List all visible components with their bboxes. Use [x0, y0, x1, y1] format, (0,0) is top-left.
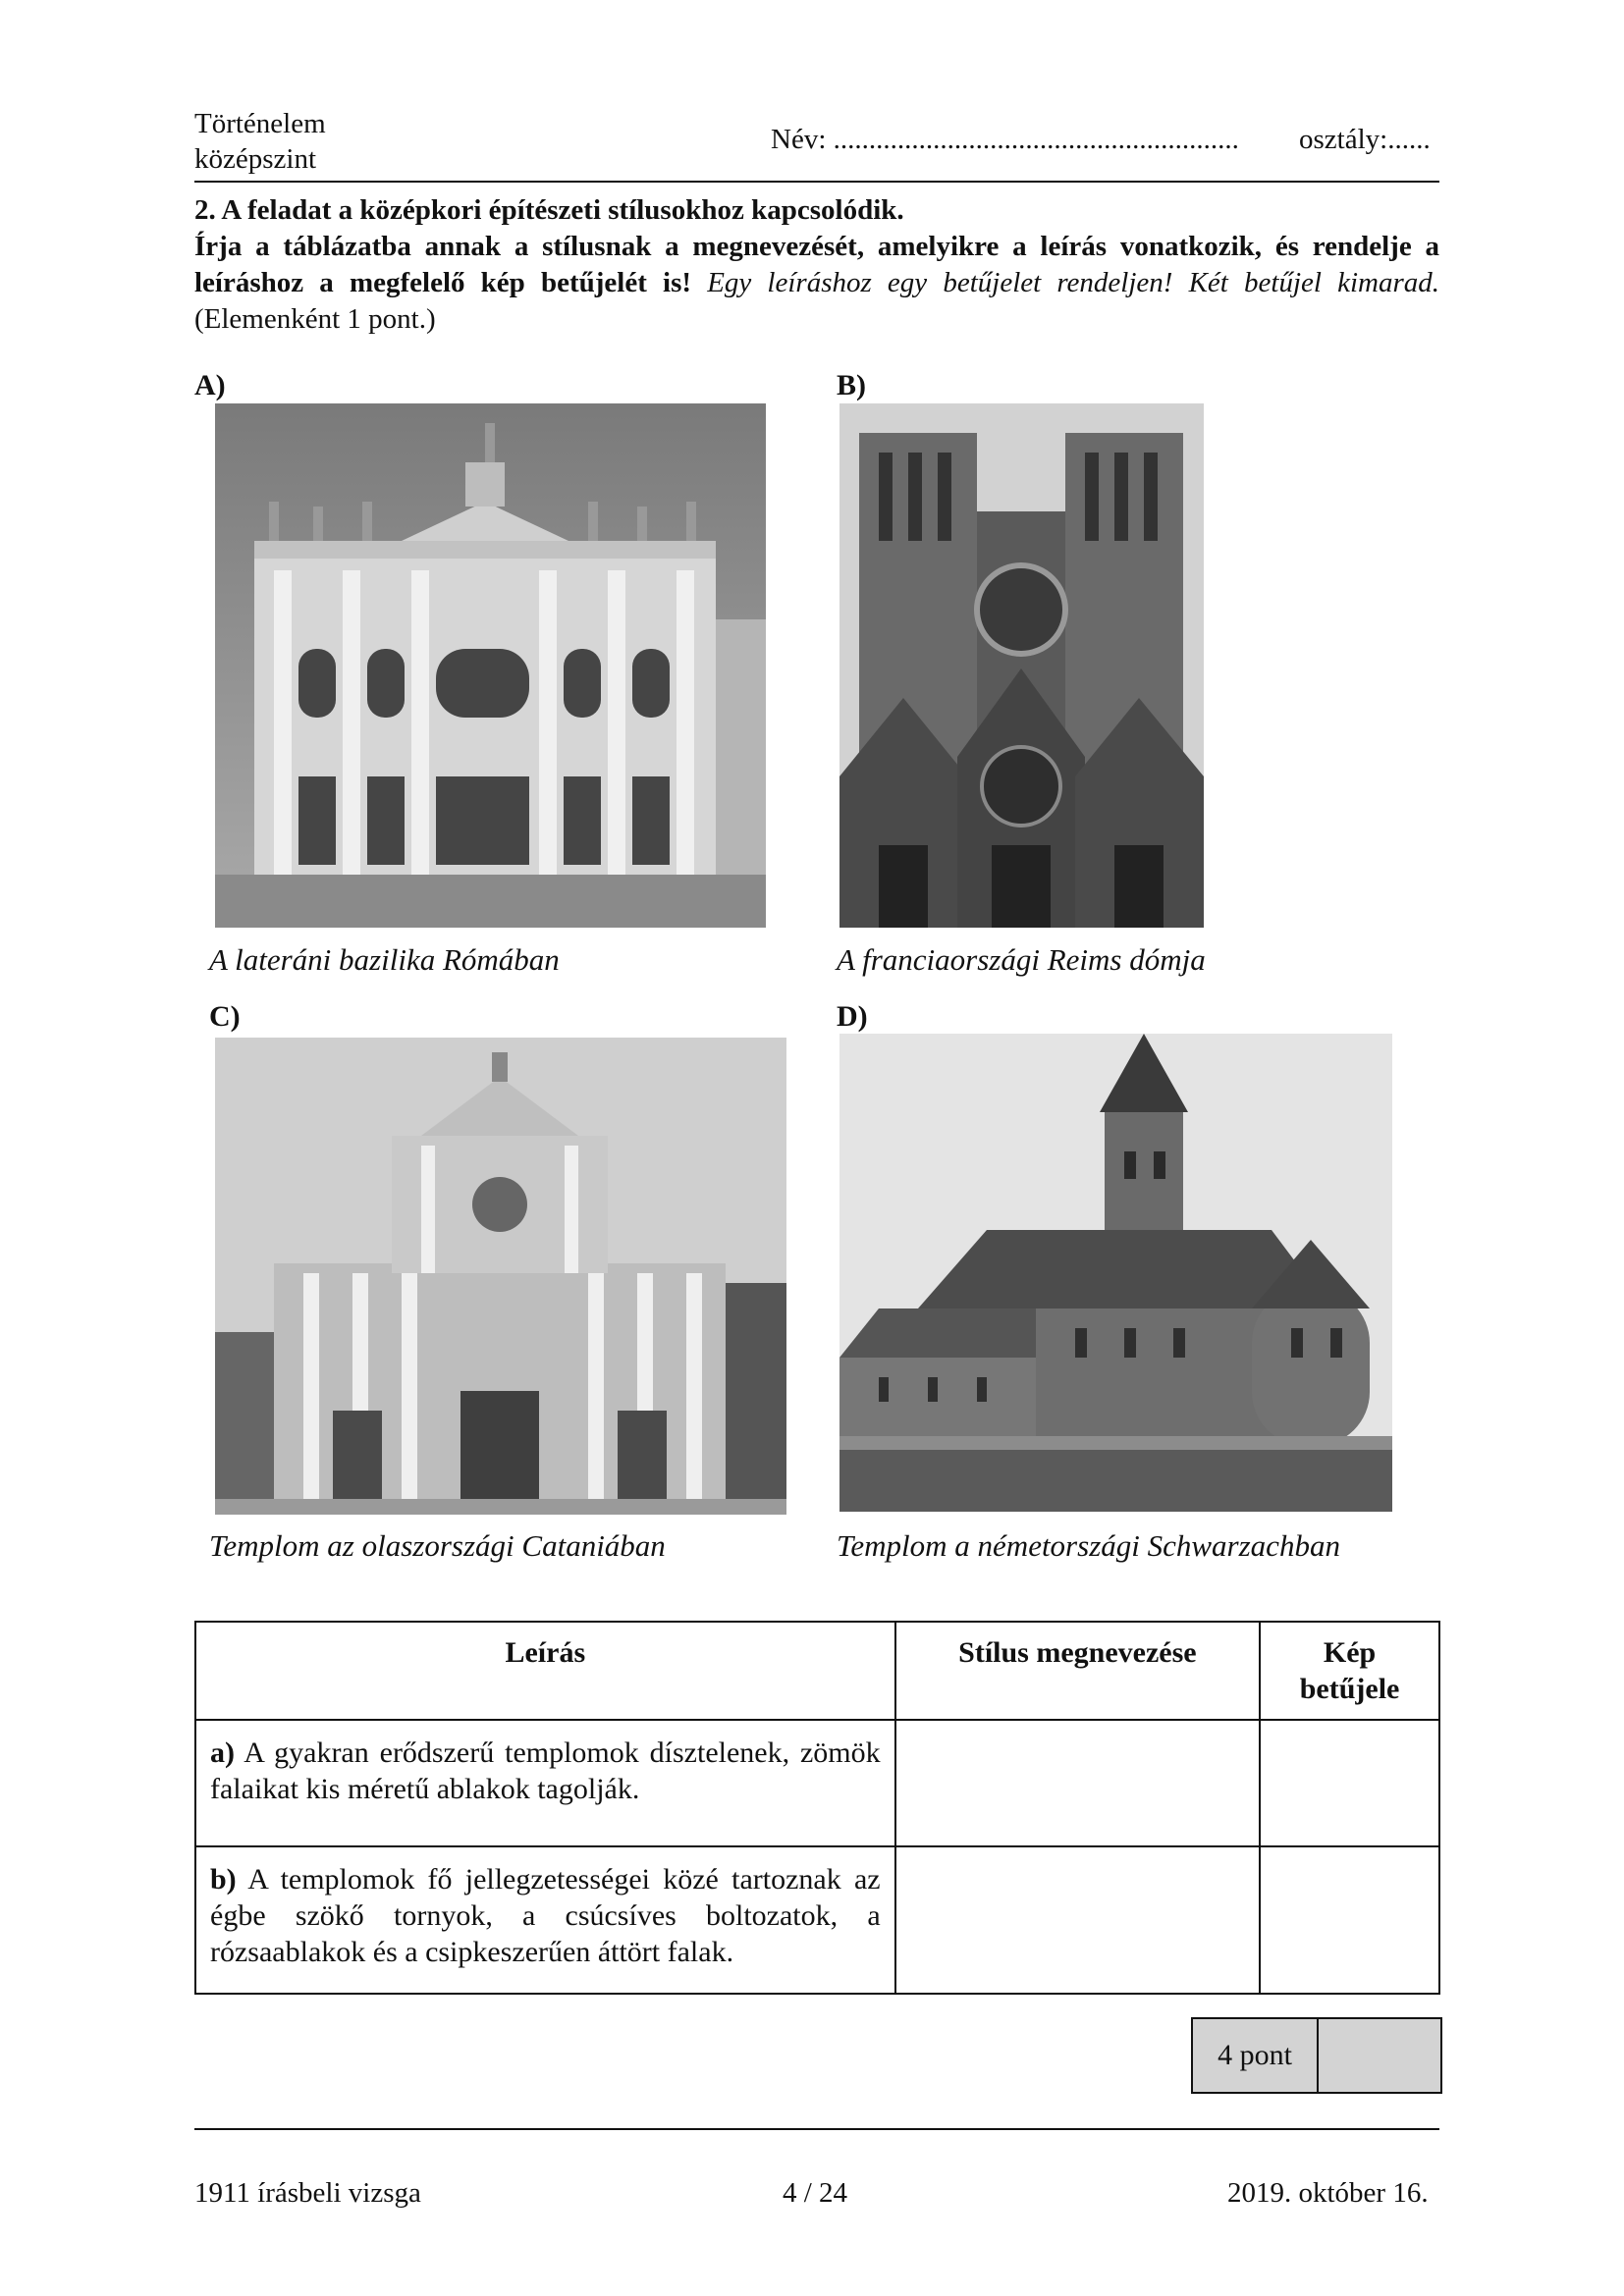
header-image-letter: Kép betűjele [1260, 1622, 1439, 1720]
image-a-letter: A) [194, 369, 226, 401]
image-a-lateran-basilica [215, 403, 766, 928]
image-c-caption: Templom az olaszországi Cataniában [209, 1528, 666, 1563]
row-a-letter-answer[interactable] [1260, 1720, 1439, 1846]
image-d-letter: D) [837, 1000, 868, 1033]
table-row [195, 1720, 1439, 1846]
image-c-letter: C) [209, 1000, 241, 1033]
header-style-name: Stílus megnevezése [895, 1622, 1260, 1720]
image-d-caption: Templom a németországi Schwarzachban [837, 1528, 1340, 1563]
row-a-style-answer[interactable] [895, 1720, 1260, 1846]
task-instruction: Írja a táblázatba annak a stílusnak a megnevezését, amelyikre a leírás vonatkozik, és rendelje a leíráshoz a megfelelő kép betűjelét is! [194, 231, 1439, 298]
score-value[interactable] [1318, 2018, 1441, 2093]
footer-date: 2019. október 16. [1227, 2177, 1429, 2209]
name-field[interactable]: Név: ......................................................... [771, 124, 1239, 155]
header-description: Leírás [195, 1622, 895, 1720]
footer-page-number: 4 / 24 [783, 2177, 848, 2209]
image-c-catania-church [215, 1038, 786, 1515]
row-a-key: a) [210, 1736, 235, 1769]
row-b-style-answer[interactable] [895, 1846, 1260, 1994]
row-b-text: A templomok fő jellegzetességei közé tartoznak az égbe szökő tornyok, a csúcsíves boltozatok, a rózsaablakok és a csipkeszerűen áttört falak. [210, 1863, 881, 1968]
header-divider [194, 181, 1439, 183]
task-points-note: (Elemenként 1 pont.) [194, 303, 436, 335]
task-block [194, 192, 1439, 338]
class-field[interactable]: osztály:...... [1299, 124, 1431, 155]
image-b-caption: A franciaországi Reims dómja [837, 942, 1206, 977]
level: középszint [194, 143, 317, 175]
subject: Történelem [194, 108, 326, 139]
footer-exam: 1911 írásbeli vizsga [194, 2177, 421, 2209]
row-b-letter-answer[interactable] [1260, 1846, 1439, 1994]
row-b-key: b) [210, 1863, 237, 1896]
table-header-row [195, 1622, 1439, 1720]
score-box [1191, 2017, 1442, 2094]
header-subject-block [194, 106, 326, 177]
table-row [195, 1846, 1439, 1994]
row-b-description [195, 1846, 895, 1994]
score-label: 4 pont [1192, 2018, 1318, 2093]
row-a-description [195, 1720, 895, 1846]
row-a-text: A gyakran erődszerű templomok dísztelenek, zömök falaikat kis méretű ablakok tagolják. [210, 1736, 881, 1805]
image-a-caption: A lateráni bazilika Rómában [209, 942, 560, 977]
image-b-letter: B) [837, 369, 866, 401]
task-instruction-italic: Egy leíráshoz egy betűjelet rendeljen! Két betűjel kimarad. [707, 267, 1440, 298]
image-b-reims-cathedral [839, 403, 1204, 928]
image-d-schwarzach-church [839, 1034, 1392, 1512]
task-title: 2. A feladat a középkori építészeti stílusokhoz kapcsolódik. [194, 194, 904, 226]
footer-divider [194, 2128, 1439, 2130]
answer-table [194, 1621, 1440, 1995]
